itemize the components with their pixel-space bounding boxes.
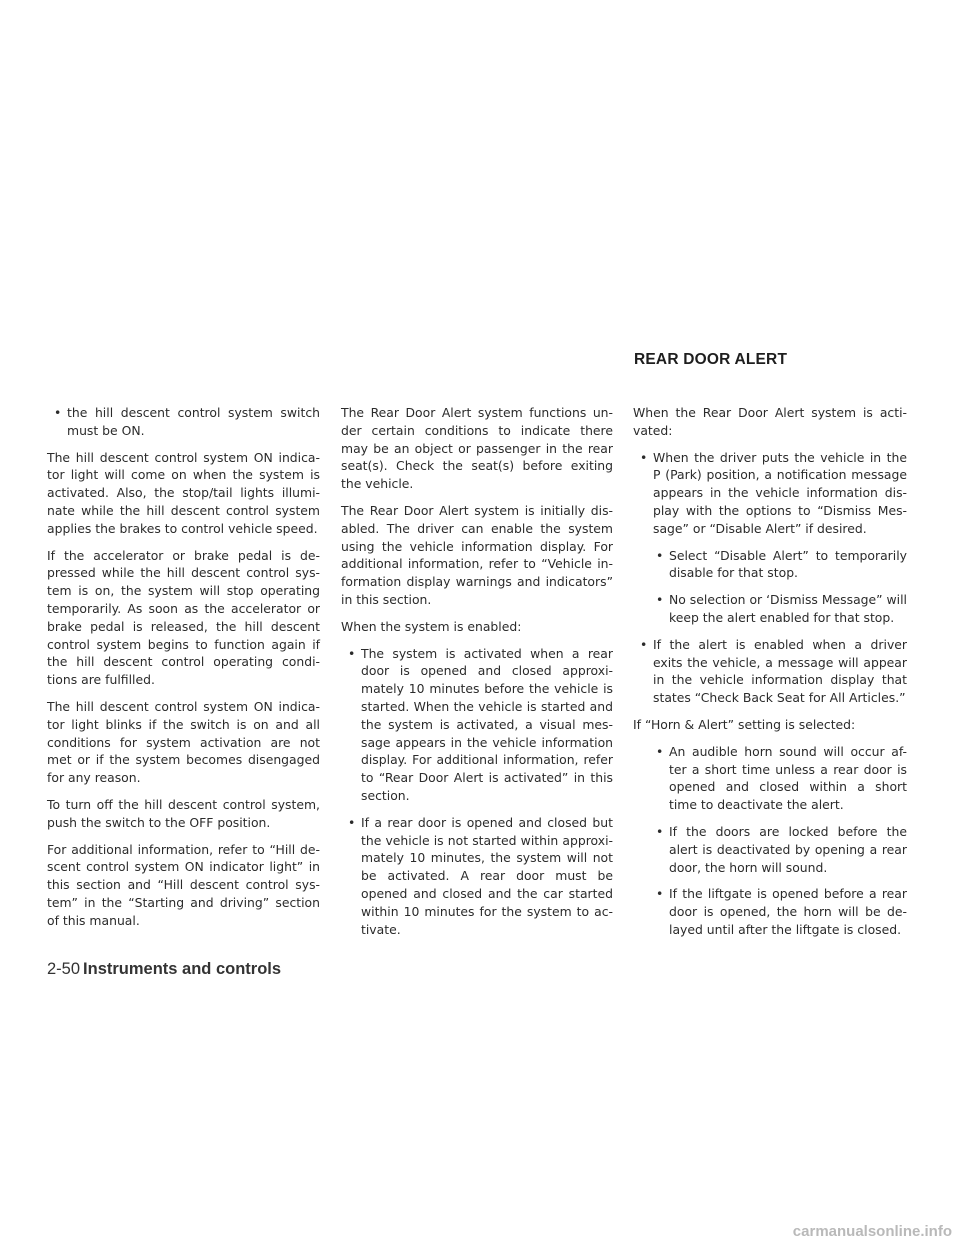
paragraph: To turn off the hill descent control system, push the switch to the OFF position. <box>47 796 320 830</box>
bullet-text: No selection or ‘Dismiss Message” will keep the alert enabled for that stop. <box>669 592 907 625</box>
column-2 <box>341 404 613 947</box>
bullet-item <box>633 636 907 707</box>
sub-bullet-item <box>633 743 907 814</box>
bullet-icon: • <box>640 636 648 652</box>
paragraph: The Rear Door Alert system functions un-der certain conditions to indicate there may be an object or passenger in the rear seat(s). Check the seat(s) before exiting the vehicle. <box>341 405 613 492</box>
bullet-item <box>341 645 613 805</box>
bullet-icon: • <box>656 547 664 563</box>
sub-bullet-item <box>633 591 907 627</box>
page-number: 2-50 <box>47 960 81 978</box>
bullet-item <box>341 814 613 939</box>
bullet-icon: • <box>348 814 356 830</box>
bullet-text: Select “Disable Alert” to temporarily disable for that stop. <box>669 547 907 581</box>
bullet-text: If the liftgate is opened before a rear door is opened, the horn will be de-layed until after the liftgate is closed. <box>669 886 907 937</box>
paragraph: The Rear Door Alert system is initially dis-abled. The driver can enable the system using the vehicle information display. For additional information, refer to “Vehicle in-formation display warnings and indicators” in this section. <box>341 502 613 607</box>
bullet-text: An audible horn sound will occur af-ter a short time unless a rear door is opened and closed within a short time to deactivate the alert. <box>669 743 907 813</box>
paragraph: The hill descent control system ON indica-tor light will come on when the system is activated. Also, the stop/tail lights illumi-nate while the hill descent control system applies the brakes to control vehicle speed. <box>47 449 320 536</box>
bullet-icon: • <box>656 886 664 902</box>
paragraph: When the system is enabled: <box>341 618 522 634</box>
paragraph: When the Rear Door Alert system is acti-vated: <box>633 405 907 438</box>
paragraph: For additional information, refer to “Hill de-scent control system ON indicator light” in this section and “Hill descent control sys-tem” in the “Starting and driving” section of this manual. <box>47 841 320 928</box>
bullet-icon: • <box>656 743 664 759</box>
sub-bullet-item <box>633 885 907 938</box>
column-3 <box>633 404 907 948</box>
sub-bullet-item <box>633 547 907 583</box>
bullet-icon: • <box>656 823 664 839</box>
bullet-text: the hill descent control system switch must be ON. <box>67 405 320 438</box>
bullet-text: If the doors are locked before the alert is deactivated by opening a rear door, the horn will sound. <box>669 823 907 875</box>
bullet-icon: • <box>640 449 648 465</box>
bullet-icon: • <box>54 405 62 420</box>
bullet-icon: • <box>348 645 356 661</box>
bullet-text: If the alert is enabled when a driver exits the vehicle, a message will appear in the vehicle information display that states “Check Back Seat for All Articles.” <box>653 636 907 706</box>
watermark: carmanualsonline.info <box>792 1223 952 1240</box>
bullet-text: If a rear door is opened and closed but the vehicle is not started within approxi-mately 10 minutes, the system will not be activated. A rear door must be opened and closed and the car started within 10 minutes for the system to ac-tivate. <box>361 814 613 937</box>
bullet-icon: • <box>656 592 664 608</box>
column-1 <box>47 404 320 939</box>
paragraph: If the accelerator or brake pedal is de-pressed while the hill descent control sys-tem is on, the system will stop operating temporarily. As soon as the accelerator or brake pedal is released, the hill descent control system begins to function again if the hill descent control operating condi-tions are fulfilled. <box>47 547 320 688</box>
bullet-text: When the driver puts the vehicle in the P (Park) position, a notification message appears in the vehicle information dis-play with the options to “Dismiss Mes-sage” or “Disable Alert” if desired. <box>653 449 907 536</box>
bullet-text: The system is activated when a rear door is opened and closed approxi-mately 10 minutes before the vehicle is started. When the vehicle is started and the system is activated, a visual mes-sage appears in the vehicle information display. For additional information, refer to “Rear Door Alert is activated” in this section. <box>361 645 613 803</box>
footer-section-name: Instruments and controls <box>83 960 282 978</box>
section-title: REAR DOOR ALERT <box>634 351 788 368</box>
paragraph: The hill descent control system ON indica-tor light blinks if the switch is on and all conditions for system activation are not met or if the system becomes disengaged for any reason. <box>47 698 320 786</box>
paragraph: If “Horn & Alert” setting is selected: <box>633 716 856 732</box>
sub-bullet-item <box>633 823 907 876</box>
page-footer <box>47 960 281 979</box>
bullet-item <box>633 449 907 538</box>
bullet-item <box>47 404 320 440</box>
